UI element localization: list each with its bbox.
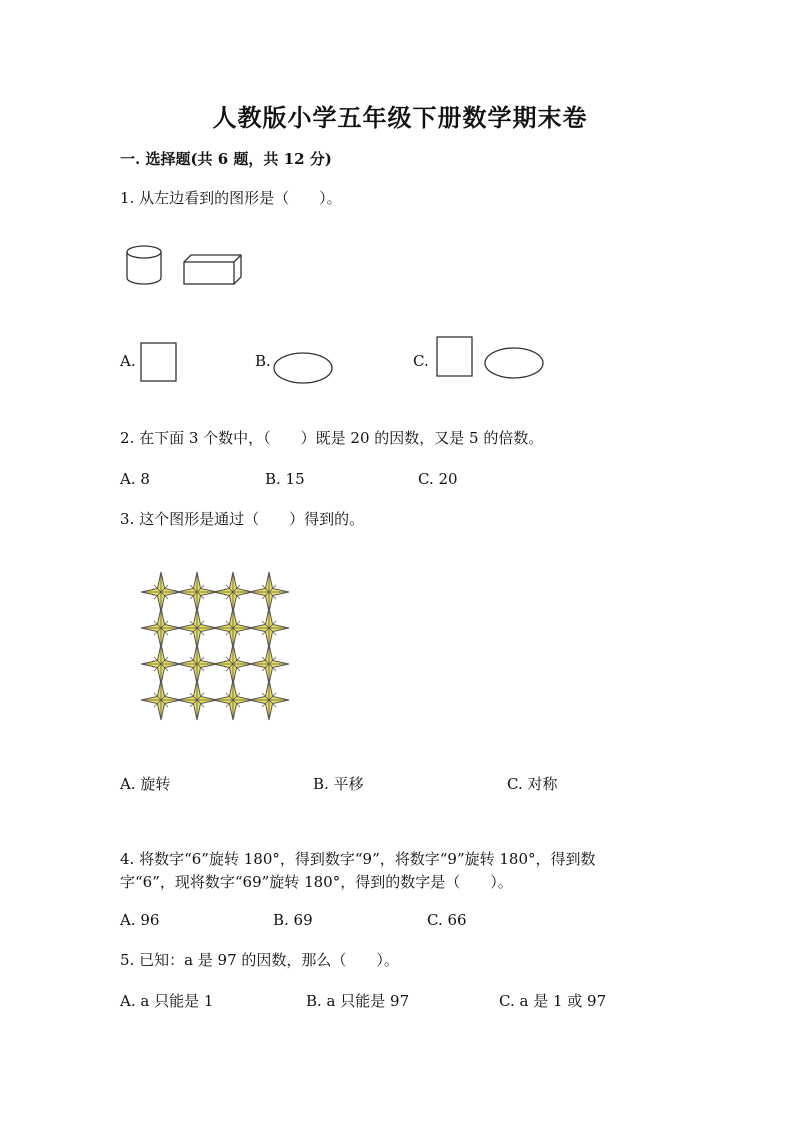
option-a-square-shape: [140, 342, 178, 384]
question-1-solid-figure: [118, 240, 248, 290]
question-4-option-b[interactable]: B. 69: [273, 911, 313, 929]
question-4-option-c[interactable]: C. 66: [427, 911, 467, 929]
star-tile: [177, 644, 217, 684]
star-tile: [177, 608, 217, 648]
star-tile: [249, 644, 289, 684]
star-tile: [141, 680, 181, 720]
star-tile: [213, 680, 253, 720]
question-5-option-b[interactable]: B. a 只能是 97: [306, 992, 410, 1010]
question-3-option-a[interactable]: A. 旋转: [120, 775, 171, 793]
question-4-text-line-2: 字“6”，现将数字“69”旋转 180°，得到的数字是（ ）。: [120, 873, 513, 891]
section-heading: 一. 选择题(共 6 题，共 12 分): [120, 150, 332, 168]
question-1-text: 1. 从左边看到的图形是（ ）。: [120, 189, 342, 207]
star-tile: [177, 572, 217, 612]
star-tile: [177, 680, 217, 720]
question-3-option-b[interactable]: B. 平移: [313, 775, 364, 793]
question-3-text: 3. 这个图形是通过（ ）得到的。: [120, 510, 365, 528]
option-c-square-ellipse-shape: [436, 336, 548, 382]
star-tile: [141, 644, 181, 684]
question-2-text: 2. 在下面 3 个数中，（ ）既是 20 的因数，又是 5 的倍数。: [120, 429, 544, 447]
question-2-option-a[interactable]: A. 8: [120, 470, 150, 488]
star-tile: [213, 644, 253, 684]
star-tile: [249, 680, 289, 720]
question-4-text-line-1: 4. 将数字“6”旋转 180°，得到数字“9”，将数字“9”旋转 180°，得到数: [120, 850, 596, 868]
option-b-ellipse-shape: [273, 352, 335, 386]
star-tile: [213, 572, 253, 612]
question-1-option-b[interactable]: B.: [255, 352, 271, 370]
star-tile: [213, 608, 253, 648]
question-1-option-a[interactable]: A.: [120, 352, 136, 370]
page-title: 人教版小学五年级下册数学期末卷: [212, 103, 588, 132]
question-2-option-c[interactable]: C. 20: [418, 470, 458, 488]
question-5-option-c[interactable]: C. a 是 1 或 97: [499, 992, 607, 1010]
question-3-option-c[interactable]: C. 对称: [507, 775, 558, 793]
star-tile: [249, 608, 289, 648]
question-5-text: 5. 已知：a 是 97 的因数，那么（ ）。: [120, 951, 399, 969]
question-3-star-tiling-figure: [143, 574, 299, 726]
question-1-option-c[interactable]: C.: [413, 352, 429, 370]
star-tile: [141, 572, 181, 612]
question-4-option-a[interactable]: A. 96: [120, 911, 160, 929]
star-tile: [249, 572, 289, 612]
question-5-option-a[interactable]: A. a 只能是 1: [120, 992, 214, 1010]
star-tile: [141, 608, 181, 648]
question-2-option-b[interactable]: B. 15: [265, 470, 305, 488]
